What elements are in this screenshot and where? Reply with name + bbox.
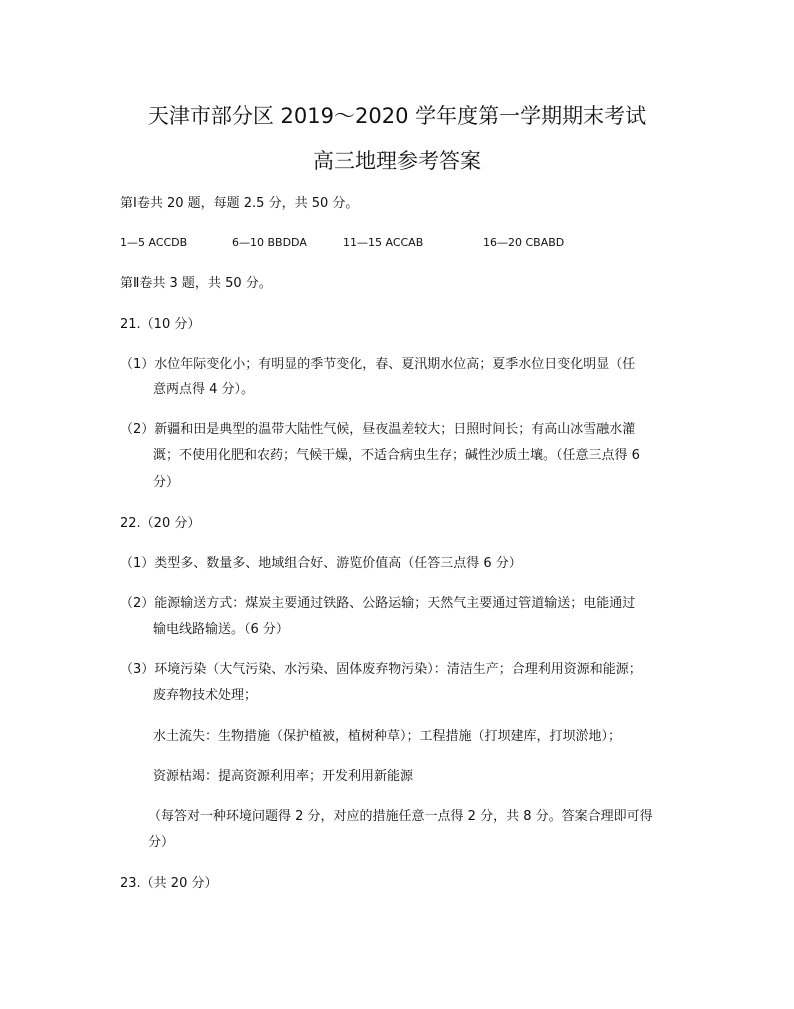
q22-item2-line2: 输电线路输送。（6 分） xyxy=(153,622,289,637)
q22-item1: （1）类型多、数量多、地域组合好、游览价值高（任答三点得 6 分） xyxy=(120,556,522,571)
q22-soil-erosion: 水土流失：生物措施（保护植被，植树种草）；工程措施（打坝建库，打坝淤地）； xyxy=(153,729,622,744)
answer-group-4: 16—20 CBABD xyxy=(483,236,565,249)
q22-scoring-note-line2: 分） xyxy=(148,835,175,850)
q21-item2-line1: （2）新疆和田是典型的温带大陆性气候，昼夜温差较大；日照时间长；有高山冰雪融水灌 xyxy=(120,422,636,437)
part2-intro: 第Ⅱ卷共 3 题，共 50 分。 xyxy=(120,276,272,291)
q22-scoring-note-line1: （每答对一种环境问题得 2 分，对应的措施任意一点得 2 分，共 8 分。答案合理即可得 xyxy=(148,809,653,824)
answer-group-2: 6—10 BBDDA xyxy=(232,236,307,249)
answer-group-1: 1—5 ACCDB xyxy=(120,236,188,249)
document-title: 天津市部分区 2019～2020 学年度第一学期期末考试 xyxy=(147,104,647,128)
answer-group-3: 11—15 ACCAB xyxy=(343,236,424,249)
q22-item3-line1: （3）环境污染（大气污染、水污染、固体废弃物污染）：清洁生产；合理利用资源和能源； xyxy=(120,662,642,677)
q23-heading: 23.（共 20 分） xyxy=(120,876,218,891)
q21-item2-line3: 分） xyxy=(153,475,180,490)
document-subtitle: 高三地理参考答案 xyxy=(313,149,481,173)
q22-item3-line2: 废弃物技术处理； xyxy=(153,688,258,703)
q22-resource-depletion: 资源枯竭：提高资源利用率；开发利用新能源 xyxy=(153,769,414,784)
q22-heading: 22.（20 分） xyxy=(120,516,201,531)
q21-heading: 21.（10 分） xyxy=(120,317,201,332)
part1-intro: 第Ⅰ卷共 20 题，每题 2.5 分，共 50 分。 xyxy=(120,196,359,211)
q21-item1-line2: 意两点得 4 分）。 xyxy=(153,382,255,397)
q22-item2-line1: （2）能源输送方式：煤炭主要通过铁路、公路运输；天然气主要通过管道输送；电能通过 xyxy=(120,596,636,611)
q21-item2-line2: 溉；不使用化肥和农药；气候干燥，不适合病虫生存；碱性沙质土壤。（任意三点得 6 xyxy=(153,448,640,463)
q21-item1-line1: （1）水位年际变化小；有明显的季节变化，春、夏汛期水位高；夏季水位日变化明显（任 xyxy=(120,357,636,372)
